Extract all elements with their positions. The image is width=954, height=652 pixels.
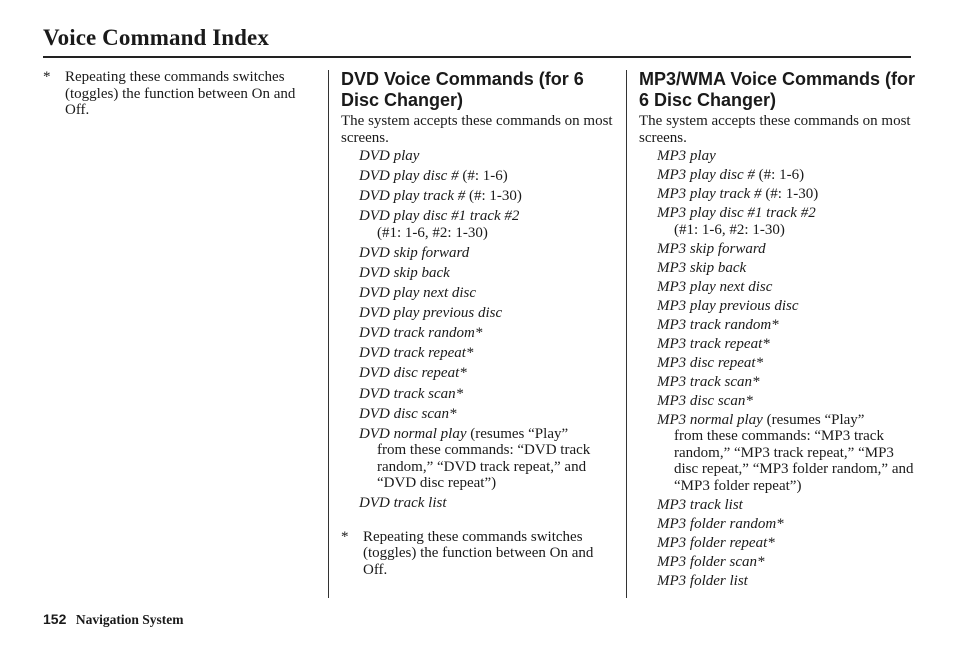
command-text: DVD play (359, 148, 420, 164)
dvd-heading: DVD Voice Commands (for 6 Disc Changer) (341, 69, 584, 110)
command-text: MP3 play next disc (657, 278, 773, 295)
command-item (657, 355, 919, 372)
column-divider (626, 70, 627, 598)
footer-label: Navigation System (75, 612, 184, 627)
command-item (359, 305, 616, 322)
mp3-intro: The system accepts these commands on most screens. (639, 113, 911, 146)
command-text: MP3 skip back (657, 259, 747, 276)
command-item (657, 554, 919, 571)
command-text: MP3 skip forward (657, 240, 766, 257)
command-text: DVD skip back (359, 264, 450, 281)
footnote (341, 529, 616, 579)
command-text: MP3 play disc #1 track #2 (657, 205, 816, 221)
command-note: (resumes “Play” (466, 425, 569, 442)
command-text: MP3 play (657, 148, 716, 164)
command-item (359, 495, 616, 512)
command-text: DVD track list (359, 495, 447, 512)
title-rule (43, 56, 911, 58)
command-text: DVD track scan* (359, 385, 464, 402)
command-text: MP3 track repeat* (657, 335, 770, 352)
command-text: MP3 track random* (657, 316, 779, 333)
column-dvd-commands (341, 69, 616, 578)
command-item (359, 245, 616, 262)
command-text: MP3 play previous disc (657, 297, 799, 314)
command-text: DVD disc scan* (359, 405, 457, 422)
command-item (359, 285, 616, 302)
command-item (657, 167, 919, 184)
command-text: MP3 track list (657, 496, 743, 513)
command-text: MP3 disc scan* (657, 392, 753, 409)
column-notes (43, 69, 318, 119)
command-item (657, 186, 919, 203)
command-item (657, 148, 919, 165)
command-item (359, 148, 616, 165)
command-note: (#: 1-6) (754, 167, 805, 183)
command-item (359, 406, 616, 423)
command-item (359, 265, 616, 282)
command-note-continued: (#1: 1-6, #2: 1-30) (377, 224, 488, 241)
footnote (43, 69, 318, 119)
command-item (359, 325, 616, 342)
page-title: Voice Command Index (43, 25, 269, 50)
command-item (657, 393, 919, 410)
command-item (657, 535, 919, 552)
command-item (359, 208, 616, 241)
command-item (359, 168, 616, 185)
command-note-continued: (#1: 1-6, #2: 1-30) (674, 221, 785, 238)
column-mp3-commands (639, 69, 919, 592)
command-note-continued: from these commands: “DVD track random,” “DVD track repeat,” and “DVD disc repeat”) (377, 442, 591, 492)
command-item (359, 386, 616, 403)
command-item (657, 516, 919, 533)
command-item (657, 374, 919, 391)
command-item (657, 260, 919, 277)
command-text: DVD play track # (359, 188, 466, 205)
command-text: DVD normal play (359, 425, 467, 442)
command-note: (#: 1-6) (458, 168, 508, 185)
command-item (657, 279, 919, 296)
command-text: DVD track repeat* (359, 345, 474, 362)
command-note: (#: 1-30) (465, 188, 522, 205)
command-item (657, 298, 919, 315)
command-item (359, 365, 616, 382)
command-item (359, 188, 616, 205)
command-text: MP3 normal play (657, 411, 763, 428)
command-item (657, 205, 919, 238)
command-item (657, 412, 919, 495)
command-item (657, 317, 919, 334)
page-number: 152 (43, 611, 67, 627)
command-text: DVD play disc #1 track #2 (359, 208, 520, 225)
command-text: DVD play disc # (359, 168, 459, 185)
footnote-text: Repeating these commands switches (toggles) the function between On and Off. (363, 528, 594, 578)
command-text: MP3 folder list (657, 572, 748, 589)
command-item (657, 241, 919, 258)
command-text: MP3 disc repeat* (657, 354, 764, 371)
dvd-command-list (341, 148, 616, 512)
command-item (657, 336, 919, 353)
column-divider (328, 70, 329, 598)
footnote-marker: * (43, 69, 51, 85)
command-text: DVD skip forward (359, 244, 470, 261)
command-note: (#: 1-30) (761, 186, 819, 202)
footnote-text: Repeating these commands switches (toggles) the function between On and Off. (65, 69, 296, 118)
command-text: DVD track random* (359, 325, 483, 342)
mp3-command-list (639, 148, 919, 589)
footnote-marker: * (341, 528, 349, 545)
command-item (359, 345, 616, 362)
command-note-continued: from these commands: “MP3 track random,” “MP3 track repeat,” “MP3 disc repeat,” “MP3 folder random,” and “MP3 folder repeat”) (674, 428, 914, 494)
command-item (657, 497, 919, 514)
command-text: DVD play previous disc (359, 305, 503, 322)
command-text: DVD play next disc (359, 285, 477, 302)
command-text: MP3 folder repeat* (657, 534, 775, 551)
command-text: MP3 folder random* (657, 515, 784, 532)
command-item (657, 573, 919, 590)
command-text: MP3 folder scan* (657, 553, 765, 570)
page-footer (43, 611, 183, 629)
command-text: DVD disc repeat* (359, 365, 467, 382)
command-note: (resumes “Play” (762, 411, 865, 428)
command-item (359, 426, 616, 492)
command-text: MP3 play track # (657, 186, 762, 202)
command-text: MP3 play disc # (657, 167, 755, 183)
dvd-intro: The system accepts these commands on most screens. (341, 113, 613, 146)
mp3-heading: MP3/WMA Voice Commands (for 6 Disc Changer) (639, 69, 916, 110)
command-text: MP3 track scan* (657, 373, 760, 390)
